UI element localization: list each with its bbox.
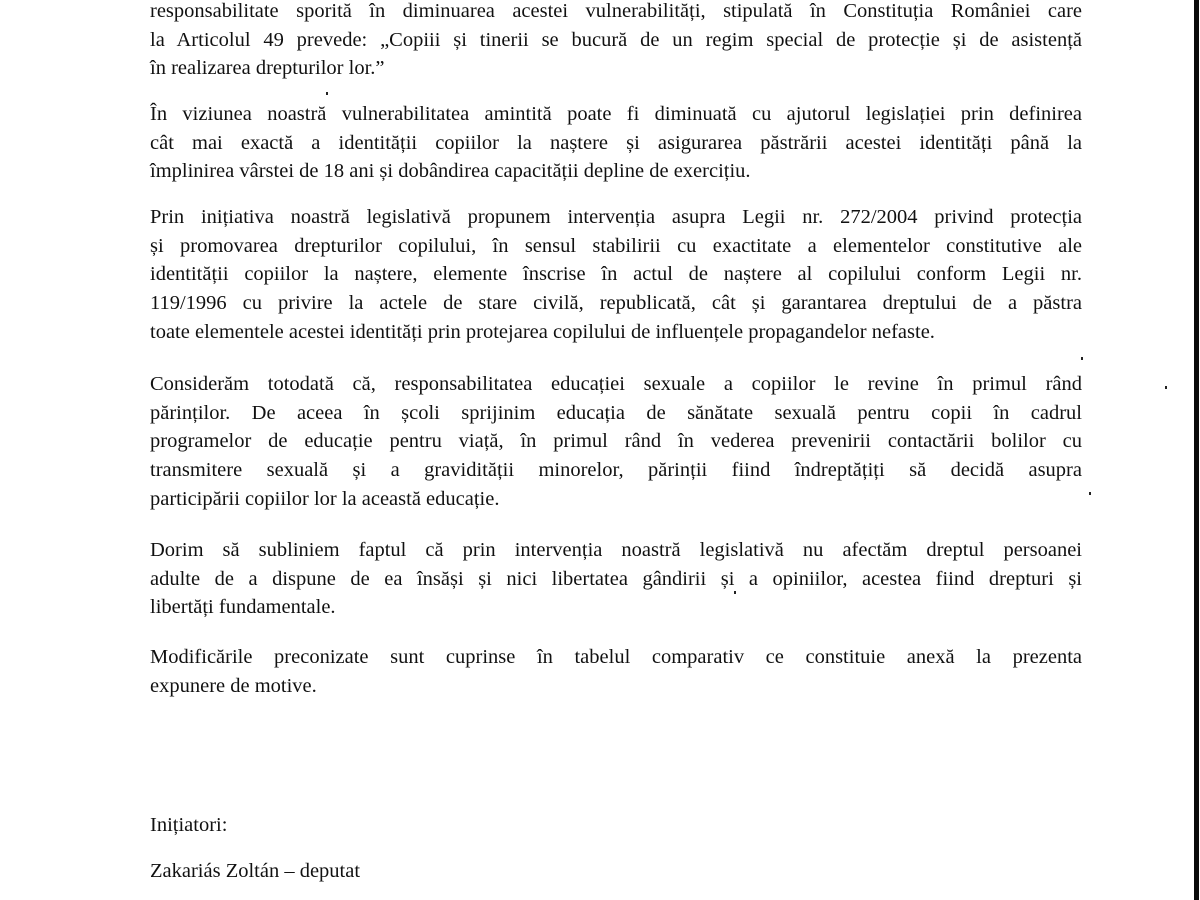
scan-speck bbox=[1089, 492, 1091, 495]
text-line: În viziunea noastră vulnerabilitatea amintită poate fi diminuată cu ajutorul legislației prin definirea bbox=[150, 103, 1082, 125]
text-line: adulte de a dispune de ea însăși și nici libertatea gândirii și a opiniilor, acestea fiind drepturi și bbox=[150, 567, 1082, 590]
text-line: Prin inițiativa noastră legislativă propunem intervenția asupra Legii nr. 272/2004 privind protecția bbox=[150, 206, 1082, 228]
text-line: părinților. De aceea în școli sprijinim educația de sănătate sexuală pentru copii în cadrul bbox=[150, 401, 1082, 424]
initiators-heading: Inițiatori: bbox=[150, 814, 228, 836]
paragraph-vision bbox=[150, 100, 1082, 186]
text-line: programelor de educație pentru viață, în primul rând în vederea prevenirii contactării bolilor cu bbox=[150, 430, 1082, 453]
text-line: la Articolul 49 prevede: „Copiii și tinerii se bucură de un regim special de protecție și de asistență bbox=[150, 28, 1082, 51]
initiator-name: Zakariás Zoltán – deputat bbox=[150, 860, 361, 882]
text-line: cât mai exactă a identității copiilor la naștere și asigurarea păstrării acestei identități până la bbox=[150, 131, 1082, 154]
text-line: responsabilitate sporită în diminuarea acestei vulnerabilități, stipulată în Constituția României care bbox=[150, 0, 1082, 22]
text-line: libertăți fundamentale. bbox=[150, 596, 336, 619]
scan-edge-border bbox=[1194, 0, 1199, 900]
text-line: identității copiilor la naștere, elemente înscrise în actul de naștere al copilului conform Legii nr. bbox=[150, 263, 1082, 286]
paragraph-modifications bbox=[150, 643, 1082, 700]
text-line: Modificările preconizate sunt cuprinse în tabelul comparativ ce constituie anexă la prezenta bbox=[150, 646, 1082, 668]
text-line: împlinirea vârstei de 18 ani și dobândirea capacității depline de exercițiu. bbox=[150, 160, 751, 183]
text-line: Considerăm totodată că, responsabilitatea educației sexuale a copiilor le revine în primul rând bbox=[150, 373, 1082, 395]
text-line: și promovarea drepturilor copilului, în sensul stabilirii cu exactitate a elementelor constitutive ale bbox=[150, 234, 1082, 257]
scan-speck bbox=[1165, 386, 1167, 389]
text-line: 119/1996 cu privire la actele de stare civilă, republicată, cât și garantarea dreptului de a păstra bbox=[150, 292, 1082, 315]
paragraph-education bbox=[150, 370, 1082, 513]
text-line: Dorim să subliniem faptul că prin intervenția noastră legislativă nu afectăm dreptul persoanei bbox=[150, 539, 1082, 561]
text-line: transmitere sexuală și a gravidității minorelor, părinții fiind îndreptățiți să decidă asupra bbox=[150, 459, 1082, 482]
paragraph-initiative bbox=[150, 203, 1082, 346]
paragraph-constitution bbox=[150, 0, 1082, 83]
scan-speck bbox=[1081, 357, 1083, 360]
scan-speck bbox=[734, 591, 736, 594]
text-line: toate elementele acestei identități prin protejarea copilului de influențele propagandelor nefaste. bbox=[150, 320, 935, 343]
scan-speck bbox=[326, 92, 328, 95]
paragraph-rights bbox=[150, 536, 1082, 622]
text-line: participării copiilor lor la această educație. bbox=[150, 487, 500, 510]
text-line: în realizarea drepturilor lor.” bbox=[150, 57, 385, 80]
text-line: expunere de motive. bbox=[150, 674, 317, 697]
